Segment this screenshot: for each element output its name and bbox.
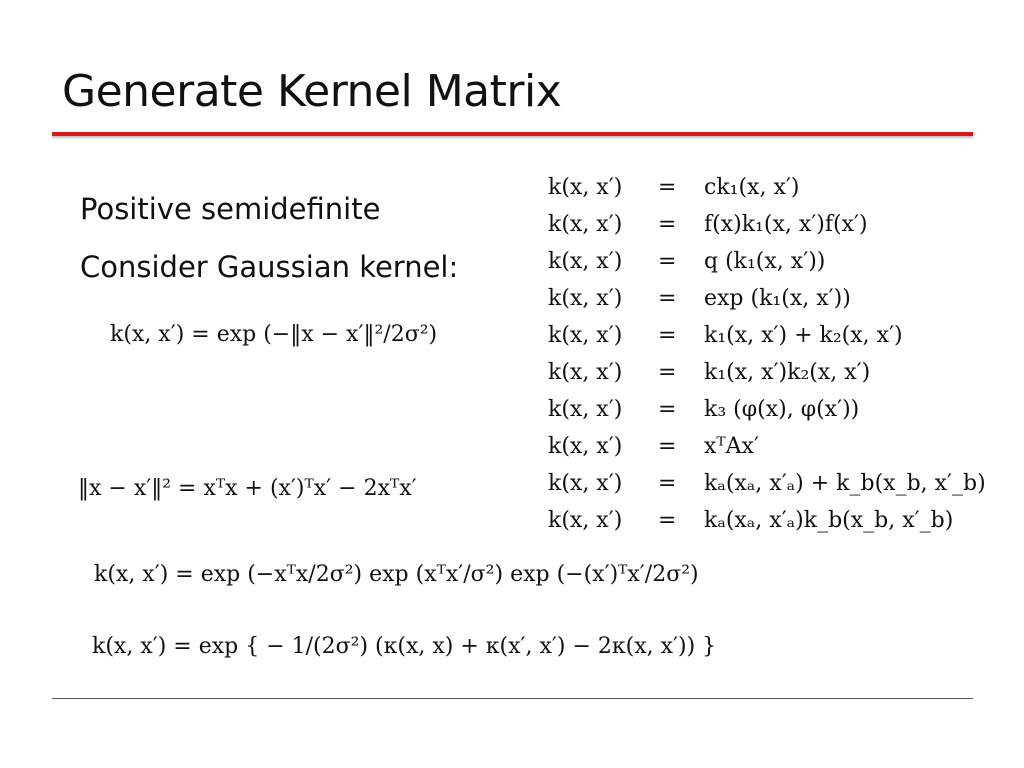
slide-title: Generate Kernel Matrix [62, 66, 562, 117]
rule-rhs: f(x)k₁(x, x′)f(x′) [704, 212, 868, 237]
rule-rhs: ck₁(x, x′) [704, 175, 800, 200]
rule-rhs: kₐ(xₐ, x′ₐ)k_b(x_b, x′_b) [704, 508, 954, 533]
rule-lhs: k(x, x′) [548, 175, 623, 200]
rule-equals: = [658, 360, 677, 385]
rule-lhs: k(x, x′) [548, 397, 623, 422]
rule-lhs: k(x, x′) [548, 249, 623, 274]
rule-rhs: kₐ(xₐ, x′ₐ) + k_b(x_b, x′_b) [704, 471, 986, 496]
rule-equals: = [658, 471, 677, 496]
rule-equals: = [658, 508, 677, 533]
rule-rhs: k₁(x, x′)k₂(x, x′) [704, 360, 871, 385]
rule-lhs: k(x, x′) [548, 471, 623, 496]
title-underline [52, 132, 973, 136]
rule-equals: = [658, 286, 677, 311]
bullet-positive-semidefinite: Positive semidefinite [80, 192, 381, 226]
rule-lhs: k(x, x′) [548, 286, 623, 311]
rule-lhs: k(x, x′) [548, 434, 623, 459]
rule-lhs: k(x, x′) [548, 360, 623, 385]
rule-rhs: xᵀAx′ [704, 434, 759, 459]
kappa-form-equation: k(x, x′) = exp { − 1/(2σ²) (κ(x, x) + κ(x′, x′) − 2κ(x, x′)) } [92, 634, 717, 659]
factored-exponential-equation: k(x, x′) = exp (−xᵀx/2σ²) exp (xᵀx′/σ²) exp (−(x′)ᵀx′/2σ²) [94, 562, 699, 587]
rule-equals: = [658, 323, 677, 348]
rule-equals: = [658, 434, 677, 459]
rule-rhs: exp (k₁(x, x′)) [704, 286, 851, 311]
rule-rhs: q (k₁(x, x′)) [704, 249, 826, 274]
rule-lhs: k(x, x′) [548, 212, 623, 237]
rule-rhs: k₁(x, x′) + k₂(x, x′) [704, 323, 903, 348]
norm-expansion-equation: ‖x − x′‖² = xᵀx + (x′)ᵀx′ − 2xᵀx′ [78, 476, 417, 501]
rule-lhs: k(x, x′) [548, 508, 623, 533]
rule-equals: = [658, 212, 677, 237]
gaussian-kernel-equation: k(x, x′) = exp (−‖x − x′‖²/2σ²) [110, 322, 438, 347]
rule-equals: = [658, 397, 677, 422]
rule-equals: = [658, 175, 677, 200]
rule-rhs: k₃ (φ(x), φ(x′)) [704, 397, 860, 422]
bullet-consider-gaussian: Consider Gaussian kernel: [80, 250, 459, 284]
rule-equals: = [658, 249, 677, 274]
rule-lhs: k(x, x′) [548, 323, 623, 348]
bottom-divider [52, 698, 973, 699]
